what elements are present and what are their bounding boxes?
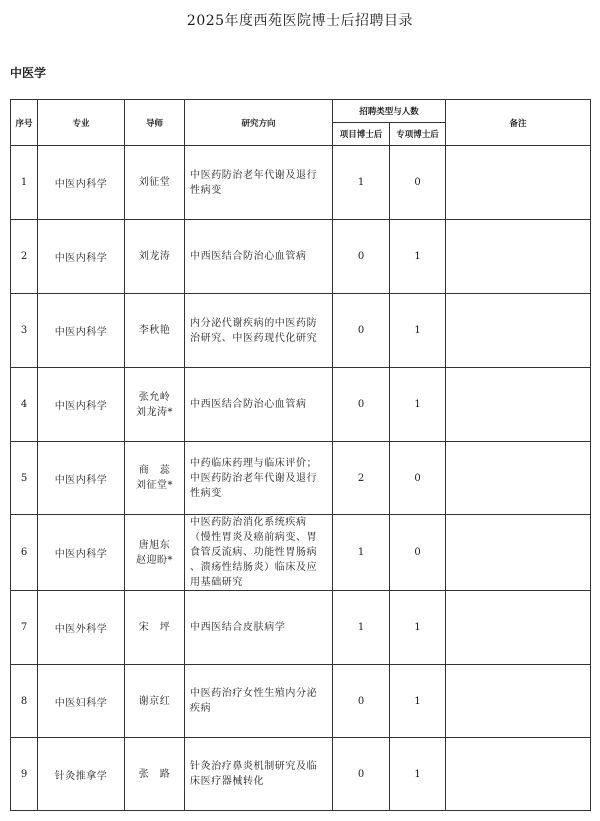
special-postdoc-count: 1	[390, 665, 446, 738]
header-major: 专业	[38, 100, 125, 146]
note-cell	[446, 665, 591, 738]
supervisor-name: 刘龙涛	[138, 251, 171, 262]
research-direction-cell	[185, 738, 333, 811]
note-cell	[446, 146, 591, 220]
project-postdoc-count: 0	[333, 220, 390, 294]
row-number: 3	[11, 294, 38, 368]
research-direction-line: 性病变	[190, 487, 222, 499]
table-row	[11, 665, 591, 738]
table-row	[11, 220, 591, 294]
note-cell	[446, 515, 591, 591]
header-special: 专项博士后	[390, 123, 446, 146]
special-postdoc-count: 0	[390, 515, 446, 591]
supervisor-cell	[125, 368, 185, 442]
row-number: 6	[11, 515, 38, 591]
supervisor-name: 赵迎盼*	[136, 554, 173, 566]
special-postdoc-count: 0	[390, 442, 446, 515]
research-direction-line: 中西医结合防治心血管病	[190, 251, 307, 262]
project-postdoc-count: 1	[333, 515, 390, 591]
table-row	[11, 738, 591, 811]
supervisor-name: 张允岭	[138, 391, 171, 403]
table-row	[11, 294, 591, 368]
research-direction-line: 疾病	[190, 703, 212, 714]
supervisor-cell	[125, 515, 185, 591]
research-direction-cell	[185, 146, 333, 220]
major-cell: 中医内科学	[38, 442, 125, 515]
note-cell	[446, 220, 591, 294]
research-direction-line: 、溃疡性结肠炎）临床及应	[190, 562, 318, 573]
research-direction-cell	[185, 515, 333, 591]
supervisor-cell	[125, 442, 185, 515]
research-direction-line: 内分泌代谢疾病的中医药防	[190, 317, 318, 329]
research-direction-line: 中西医结合防治心血管病	[190, 399, 307, 410]
major-cell: 中医内科学	[38, 294, 125, 368]
supervisor-name: 刘征堂*	[136, 480, 173, 491]
research-direction-line: 针灸治疗鼻炎机制研究及临	[190, 761, 318, 772]
header-note: 备注	[446, 100, 591, 146]
header-direction: 研究方向	[185, 100, 333, 146]
research-direction-line: 中西医结合皮肤病学	[190, 622, 286, 633]
row-number: 1	[11, 146, 38, 220]
major-cell: 中医外科学	[38, 591, 125, 665]
row-number: 7	[11, 591, 38, 665]
research-direction-line: 中药临床药理与临床评价；	[190, 457, 318, 469]
research-direction-line: 用基础研究	[190, 577, 243, 588]
research-direction-cell	[185, 442, 333, 515]
major-cell: 中医内科学	[38, 368, 125, 442]
supervisor-name: 李秋艳	[138, 325, 171, 336]
supervisor-name: 宋 坪	[138, 622, 171, 633]
project-postdoc-count: 0	[333, 294, 390, 368]
table-row	[11, 591, 591, 665]
major-cell: 中医内科学	[38, 146, 125, 220]
row-number: 2	[11, 220, 38, 294]
special-postdoc-count: 1	[390, 738, 446, 811]
research-direction-line: 中医药防治消化系统疾病	[190, 517, 307, 528]
table-body	[11, 146, 591, 811]
header-no: 序号	[11, 100, 38, 146]
project-postdoc-count: 0	[333, 665, 390, 738]
research-direction-line: 中医药防治老年代谢及退行	[190, 472, 318, 484]
section-heading: 中医学	[10, 66, 47, 80]
note-cell	[446, 294, 591, 368]
supervisor-cell	[125, 665, 185, 738]
research-direction-cell	[185, 665, 333, 738]
header-supervisor: 导师	[125, 100, 185, 146]
research-direction-line: 治研究、中医药现代化研究	[190, 332, 318, 344]
research-direction-line: 性病变	[190, 184, 222, 196]
supervisor-cell	[125, 591, 185, 665]
special-postdoc-count: 1	[390, 368, 446, 442]
project-postdoc-count: 2	[333, 442, 390, 515]
major-cell: 中医内科学	[38, 515, 125, 591]
supervisor-name: 谢京红	[138, 695, 171, 707]
recruitment-table	[10, 99, 591, 811]
page-title: 2025年度西苑医院博士后招聘目录	[186, 13, 414, 29]
special-postdoc-count: 1	[390, 294, 446, 368]
supervisor-name: 刘征堂	[138, 177, 171, 188]
research-direction-cell	[185, 220, 333, 294]
header-project: 项目博士后	[333, 123, 390, 146]
supervisor-name: 唐旭东	[138, 539, 171, 551]
project-postdoc-count: 1	[333, 146, 390, 220]
research-direction-line: （慢性胃炎及癌前病变、胃	[190, 532, 318, 543]
supervisor-cell	[125, 738, 185, 811]
supervisor-name: 商 蕊	[138, 465, 171, 476]
project-postdoc-count: 0	[333, 368, 390, 442]
table-row	[11, 146, 591, 220]
note-cell	[446, 442, 591, 515]
research-direction-cell	[185, 591, 333, 665]
header-row	[11, 100, 591, 123]
project-postdoc-count: 0	[333, 738, 390, 811]
research-direction-line: 床医疗器械转化	[190, 776, 265, 787]
project-postdoc-count: 1	[333, 591, 390, 665]
supervisor-cell	[125, 146, 185, 220]
supervisor-name: 刘龙涛*	[136, 406, 173, 418]
special-postdoc-count: 1	[390, 591, 446, 665]
research-direction-cell	[185, 294, 333, 368]
major-cell: 中医内科学	[38, 220, 125, 294]
major-cell: 针灸推拿学	[38, 738, 125, 811]
special-postdoc-count: 0	[390, 146, 446, 220]
supervisor-cell	[125, 220, 185, 294]
table-row	[11, 368, 591, 442]
row-number: 4	[11, 368, 38, 442]
header-recruit-group: 招聘类型与人数	[333, 100, 446, 123]
research-direction-line: 中医药治疗女性生殖内分泌	[190, 688, 318, 699]
note-cell	[446, 368, 591, 442]
note-cell	[446, 591, 591, 665]
special-postdoc-count: 1	[390, 220, 446, 294]
table-row	[11, 515, 591, 591]
row-number: 5	[11, 442, 38, 515]
table-row	[11, 442, 591, 515]
research-direction-line: 食管反流病、功能性胃肠病	[190, 547, 318, 558]
supervisor-name: 张 路	[138, 768, 171, 780]
research-direction-cell	[185, 368, 333, 442]
row-number: 8	[11, 665, 38, 738]
note-cell	[446, 738, 591, 811]
supervisor-cell	[125, 294, 185, 368]
major-cell: 中医妇科学	[38, 665, 125, 738]
research-direction-line: 中医药防治老年代谢及退行	[190, 169, 318, 181]
row-number: 9	[11, 738, 38, 811]
